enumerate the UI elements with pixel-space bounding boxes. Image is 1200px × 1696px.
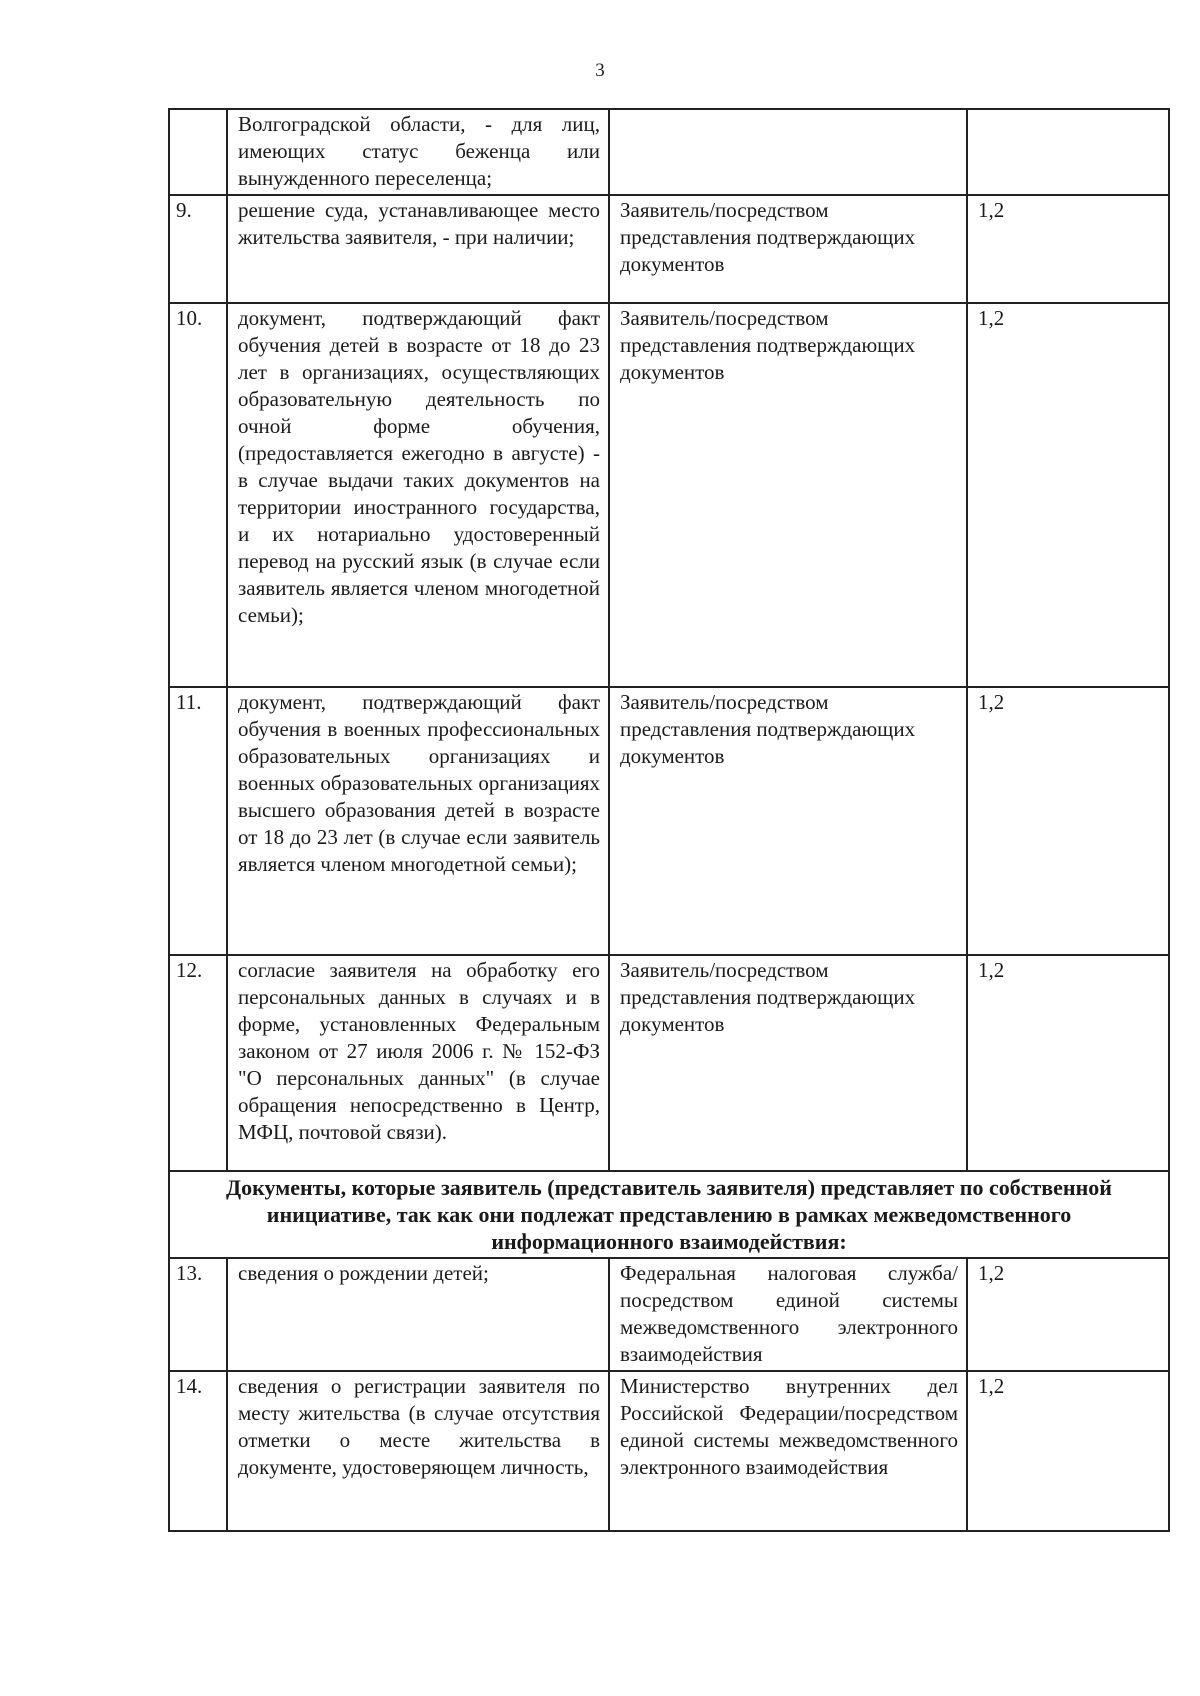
row-number: 12.	[169, 955, 227, 1171]
document-source: Заявитель/посредством представления подтверждающих документов	[609, 195, 967, 303]
row-number: 10.	[169, 303, 227, 687]
document-source	[609, 109, 967, 195]
applicant-categories: 1,2	[967, 1258, 1169, 1371]
row-number	[169, 109, 227, 195]
table-row	[169, 195, 1169, 303]
table-row	[169, 109, 1169, 195]
document-description: сведения о рождении детей;	[227, 1258, 609, 1371]
applicant-categories: 1,2	[967, 687, 1169, 955]
page-number: 3	[595, 60, 605, 81]
document-source: Заявитель/посредством представления подтверждающих документов	[609, 955, 967, 1171]
applicant-categories: 1,2	[967, 303, 1169, 687]
row-number: 14.	[169, 1371, 227, 1531]
document-source: Заявитель/посредством представления подтверждающих документов	[609, 687, 967, 955]
document-description: документ, подтверждающий факт обучения детей в возрасте от 18 до 23 лет в организациях, осуществляющих образовательную деятельность по очной форме обучения, (предоставляется ежегодно в августе) - в случае выдачи таких документов на территории иностранного государства, и их нотариально удостоверенный перевод на русский язык (в случае если заявитель является членом многодетной семьи);	[227, 303, 609, 687]
section-heading-row	[169, 1171, 1169, 1258]
section-heading: Документы, которые заявитель (представитель заявителя) представляет по собственной инициативе, так как они подлежат представлению в рамках межведомственного информационного взаимодействия:	[169, 1171, 1169, 1258]
document-description: Волгоградской области, - для лиц, имеющих статус беженца или вынужденного переселенца;	[227, 109, 609, 195]
document-description: документ, подтверждающий факт обучения в военных профессиональных образовательных организациях и военных образовательных организациях высшего образования детей в возрасте от 18 до 23 лет (в случае если заявитель является членом многодетной семьи);	[227, 687, 609, 955]
table-row	[169, 1371, 1169, 1531]
table-row	[169, 1258, 1169, 1371]
table-row	[169, 955, 1169, 1171]
row-number: 11.	[169, 687, 227, 955]
documents-table	[168, 108, 1170, 1532]
row-number: 13.	[169, 1258, 227, 1371]
document-source: Министерство внутренних дел Российской Федерации/посредством единой системы межведомственного электронного взаимодействия	[609, 1371, 967, 1531]
applicant-categories	[967, 109, 1169, 195]
applicant-categories: 1,2	[967, 955, 1169, 1171]
document-description: решение суда, устанавливающее место жительства заявителя, - при наличии;	[227, 195, 609, 303]
applicant-categories: 1,2	[967, 1371, 1169, 1531]
table-row	[169, 687, 1169, 955]
document-source: Федеральная налоговая служба/посредством единой системы межведомственного электронного взаимодействия	[609, 1258, 967, 1371]
row-number: 9.	[169, 195, 227, 303]
document-description: согласие заявителя на обработку его персональных данных в случаях и в форме, установленных Федеральным законом от 27 июля 2006 г. № 152-ФЗ "О персональных данных" (в случае обращения непосредственно в Центр, МФЦ, почтовой связи).	[227, 955, 609, 1171]
document-source: Заявитель/посредством представления подтверждающих документов	[609, 303, 967, 687]
applicant-categories: 1,2	[967, 195, 1169, 303]
table-row	[169, 303, 1169, 687]
document-description: сведения о регистрации заявителя по месту жительства (в случае отсутствия отметки о месте жительства в документе, удостоверяющем личность,	[227, 1371, 609, 1531]
